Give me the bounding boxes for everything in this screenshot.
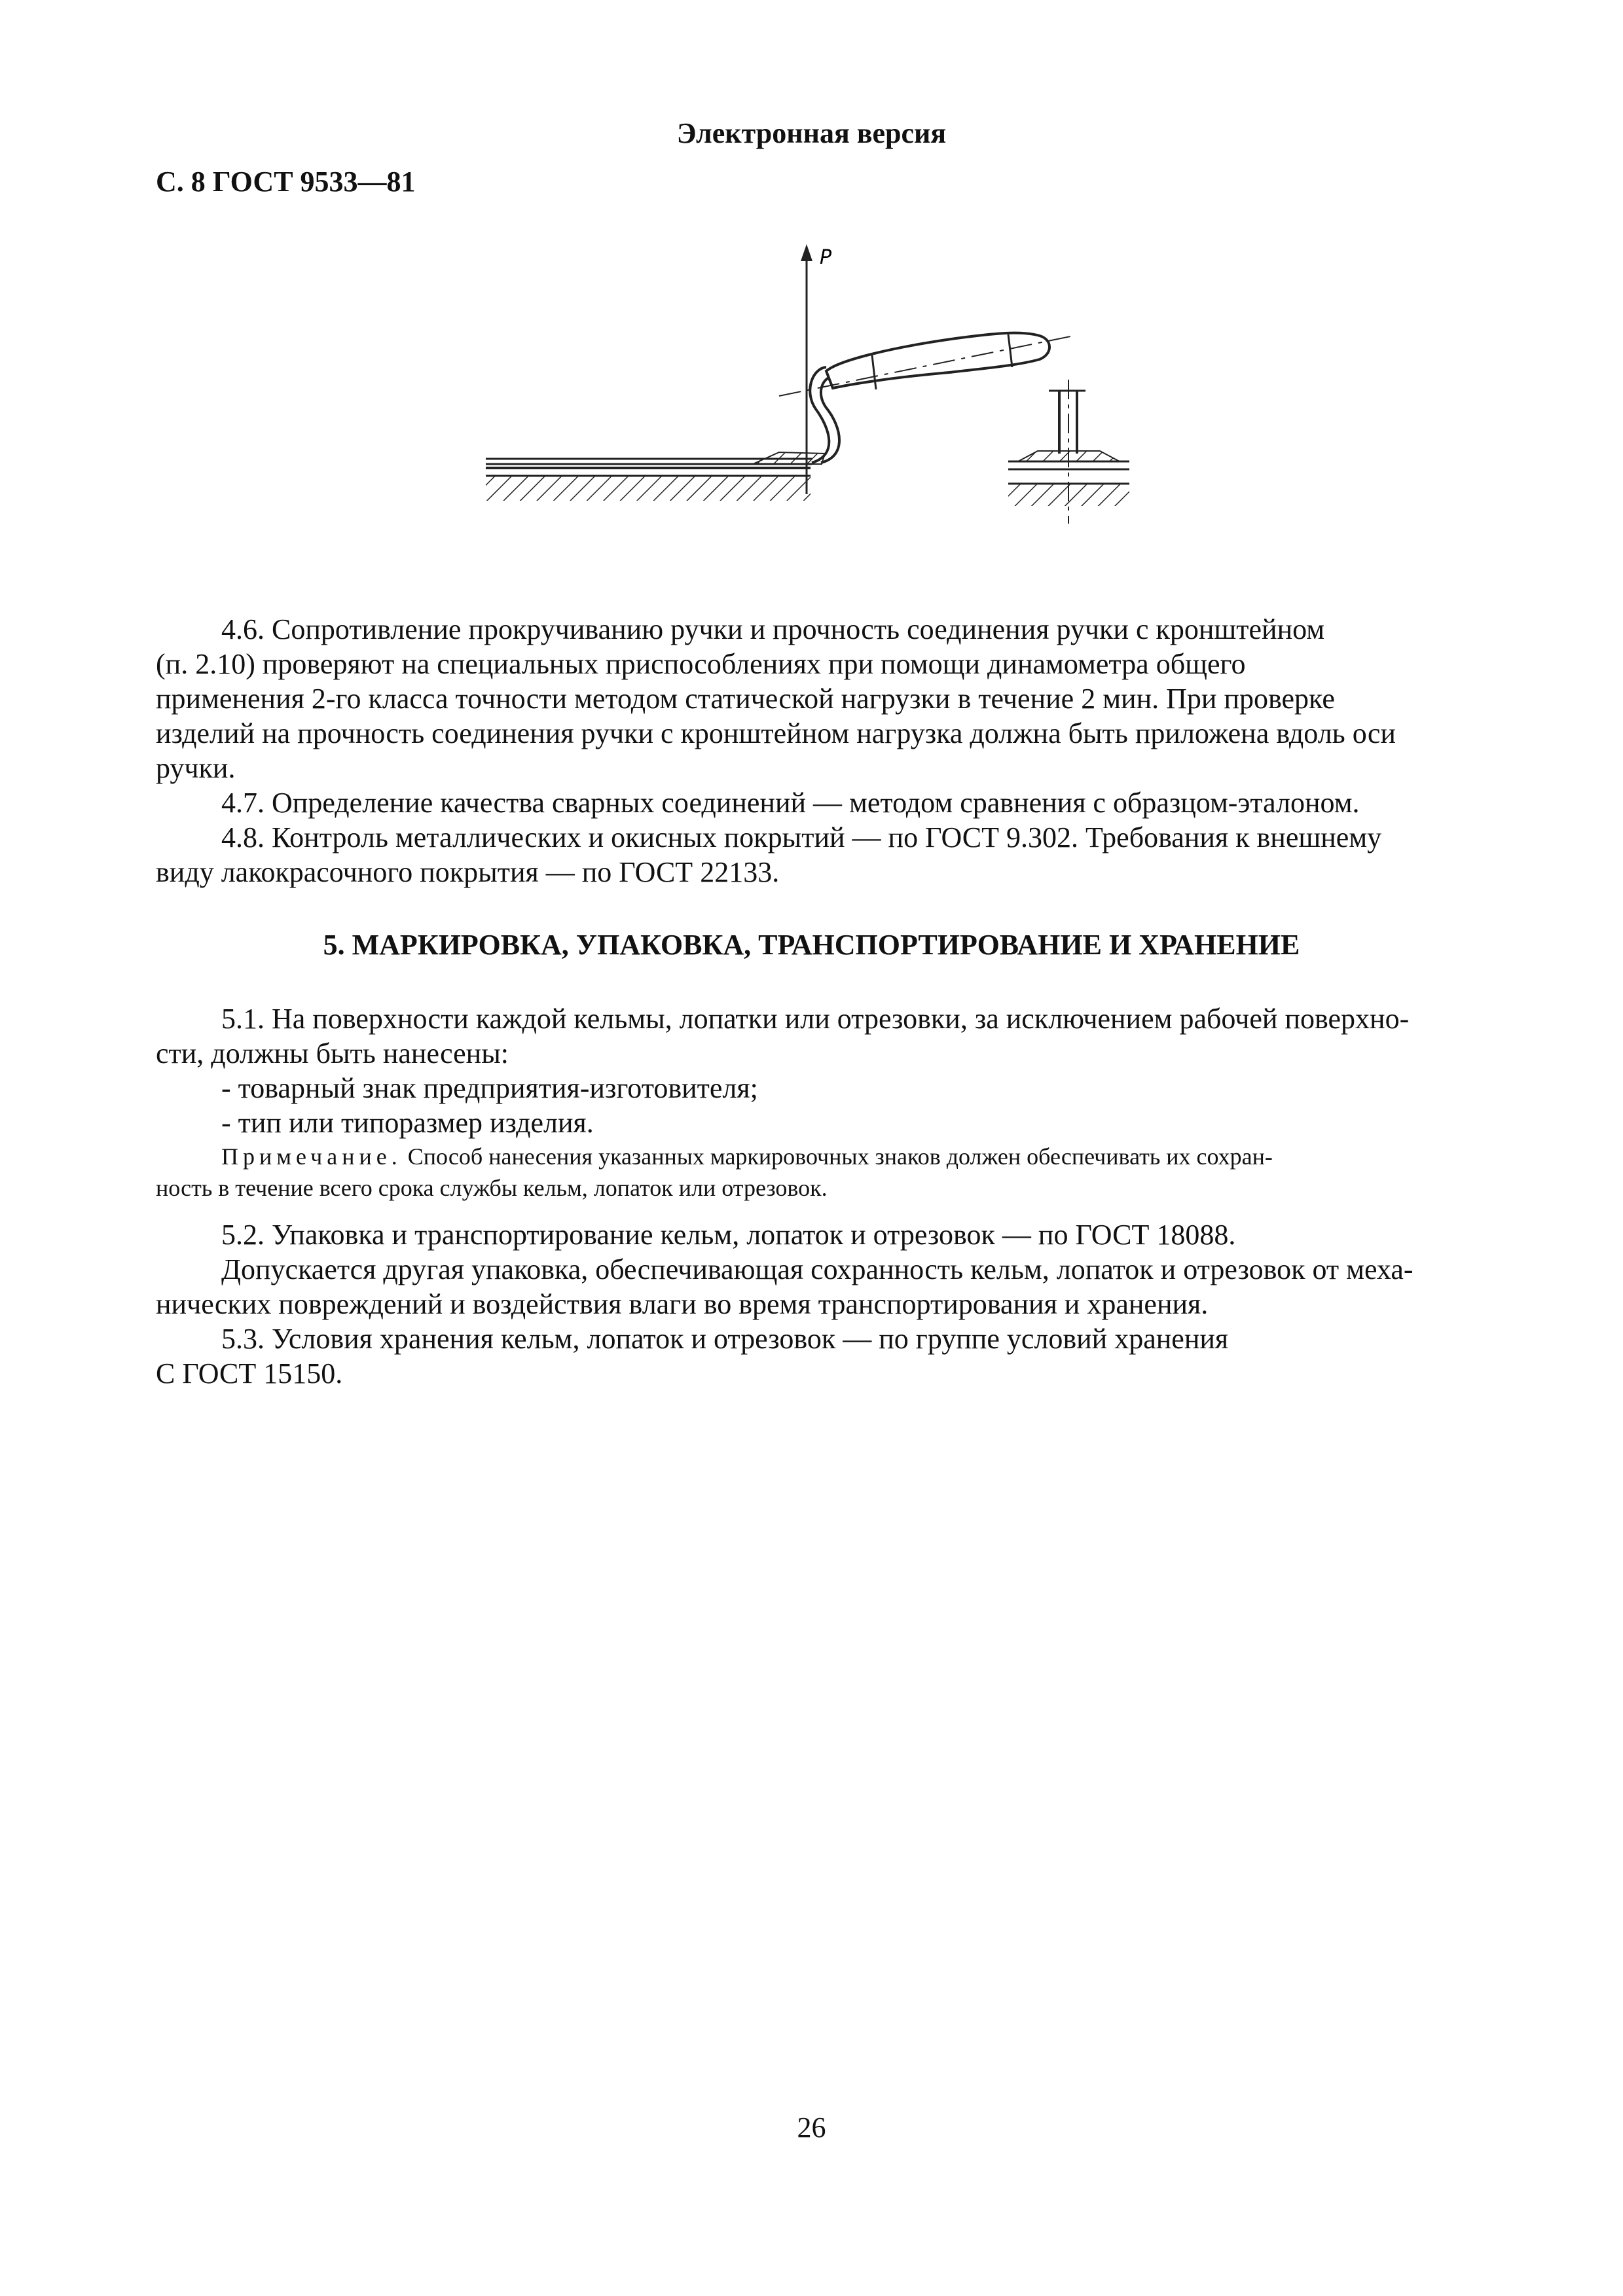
paragraph-4-6-line: изделий на прочность соединения ручки с кронштейном нагрузка должна быть приложена вдоль оси [156,717,1396,749]
section-4-text [156,612,1468,889]
paragraph-4-6-line: ручки. [156,752,236,784]
trowel-handle [779,333,1074,396]
right-support [1008,380,1129,524]
paragraph-4-6-line: применения 2-го класса точности методом статической нагрузки в течение 2 мин. При проверке [156,683,1335,715]
page-number: 26 [797,2111,826,2144]
paragraph-5-3-line: С ГОСТ 15150. [156,1357,343,1390]
paragraph-4-8-line: 4.8. Контроль металлических и окисных покрытий — по ГОСТ 9.302. Требования к внешнему [221,821,1382,853]
note-text: ность в течение всего срока службы кельм, лопаток или отрезовок. [156,1175,828,1201]
note [156,1141,1468,1172]
paragraph-5-3-line: 5.3. Условия хранения кельм, лопаток и отрезовок — по группе условий хранения [221,1323,1229,1355]
section-5-text [156,1001,1468,1391]
edition-label: Электронная версия [676,117,947,149]
paragraph-5-2: 5.2. Упаковка и транспортирование кельм, лопаток и отрезовок — по ГОСТ 18088. [221,1219,1236,1251]
section-5-title: 5. МАРКИРОВКА, УПАКОВКА, ТРАНСПОРТИРОВАНИЕ И ХРАНЕНИЕ [323,929,1300,961]
paragraph-5-1-line: 5.1. На поверхности каждой кельмы, лопатки или отрезовки, за исключением рабочей поверхно- [221,1003,1410,1035]
note-text: Способ нанесения указанных маркировочных знаков должен обеспечивать их сохран- [401,1143,1273,1170]
paragraph-5-2b-line: Допускается другая упаковка, обеспечивающая сохранность кельм, лопаток и отрезовок от меха- [221,1253,1413,1285]
trowel-test-figure [471,232,1152,540]
list-item: - товарный знак предприятия-изготовителя; [221,1072,758,1104]
paragraph-4-8-line: виду лакокрасочного покрытия — по ГОСТ 22133. [156,856,780,888]
list-item: - тип или типоразмер изделия. [221,1107,594,1139]
paragraph-4-6-line: (п. 2.10) проверяют на специальных приспособлениях при помощи динамометра общего [156,648,1246,680]
left-support [486,468,811,501]
force-label: P [820,246,832,269]
paragraph-5-2b-line: нических повреждений и воздействия влаги во время транспортирования и хранения. [156,1288,1209,1320]
note-label: Примечание. [221,1143,402,1170]
trowel-blade [486,452,825,464]
paragraph-4-6-line: 4.6. Сопротивление прокручиванию ручки и прочность соединения ручки с кронштейном [221,613,1325,645]
running-head: С. 8 ГОСТ 9533—81 [156,166,416,198]
paragraph-4-7: 4.7. Определение качества сварных соединений — методом сравнения с образцом-эталоном. [221,787,1360,819]
paragraph-5-1-line: сти, должны быть нанесены: [156,1037,509,1069]
